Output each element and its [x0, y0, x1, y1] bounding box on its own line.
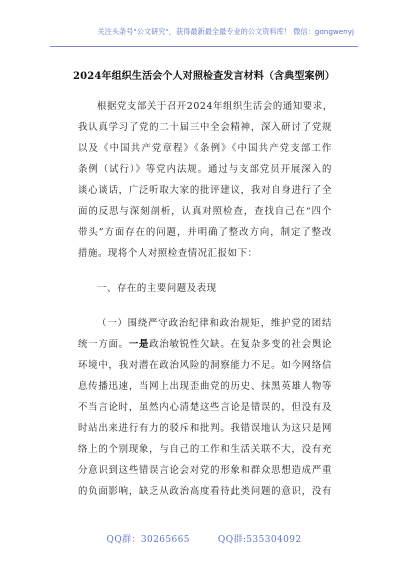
text-line: 时站出来进行有力的驳斥和批判。我错误地认为这只是网 — [78, 423, 332, 434]
text-line: 条例（试行）》等党内法规。通过与支部党员开展深入的 — [78, 164, 332, 175]
text-line: 络上的个别现象，与自己的工作和生活关联不大，没有充 — [78, 444, 332, 455]
text-line: （一）围绕严守政治纪律和政治规矩，维护党的团结 — [97, 318, 332, 329]
header-divider — [50, 46, 358, 47]
text-line: 息传播迅速，当网上出现歪曲党的历史、抹黑英雄人物等 — [78, 381, 332, 392]
text-line: 带头”方面存在的问题，并明确了整改方向，制定了整改 — [78, 227, 332, 238]
document-title: 2024年组织生活会个人对照检查发言材料（含典型案例） — [73, 71, 335, 82]
text-line: 面的反思与深刻剖析，认真对照检查，查找自己在“四个 — [78, 206, 332, 217]
document-body — [78, 96, 332, 502]
text-line: 分意识到这些错误言论会对党的形象和群众思想造成严重 — [78, 465, 332, 476]
paragraph-intro — [78, 96, 332, 264]
text-line — [78, 334, 332, 355]
paragraph-issue-1 — [78, 313, 332, 502]
text-line: 我认真学习了党的二十届三中全会精神，深入研讨了党规 — [78, 122, 332, 133]
text-segment: 统一方面。 — [78, 339, 129, 350]
text-line: 谈心谈话，广泛听取大家的批评建议，我对自身进行了全 — [78, 185, 332, 196]
header-promo-note: 关注头条号"公文研究"，获得最新最全最专业的公文资料库！ 微信：gongwenyj — [97, 27, 354, 36]
text-line: 不当言论时，虽然内心清楚这些言论是错误的，但没有及 — [78, 402, 332, 413]
text-line: 根据党支部关于召开2024年组织生活会的通知要求， — [97, 101, 333, 112]
qq-group-2: QQ群:535304092 — [217, 535, 302, 545]
text-line: 环境中，我对潜在政治风险的洞察能力不足。如今网络信 — [78, 360, 332, 371]
text-line: 措施。现将个人对照检查情况汇报如下： — [78, 248, 258, 259]
qq-group-1: QQ群：30265665 — [106, 535, 190, 545]
text-line: 以及《中国共产党章程》《条例》《中国共产党支部工作 — [78, 143, 332, 154]
text-line: 的负面影响，缺乏从政治高度看待此类问题的意识，没有 — [78, 486, 332, 497]
emphasis-text: 一是 — [128, 339, 150, 350]
text-segment: 政治敏锐性欠缺。在复杂多变的社会舆论 — [149, 339, 332, 350]
footer-qq-groups — [0, 534, 408, 546]
section-heading: 一、存在的主要问题及表现 — [97, 283, 217, 294]
